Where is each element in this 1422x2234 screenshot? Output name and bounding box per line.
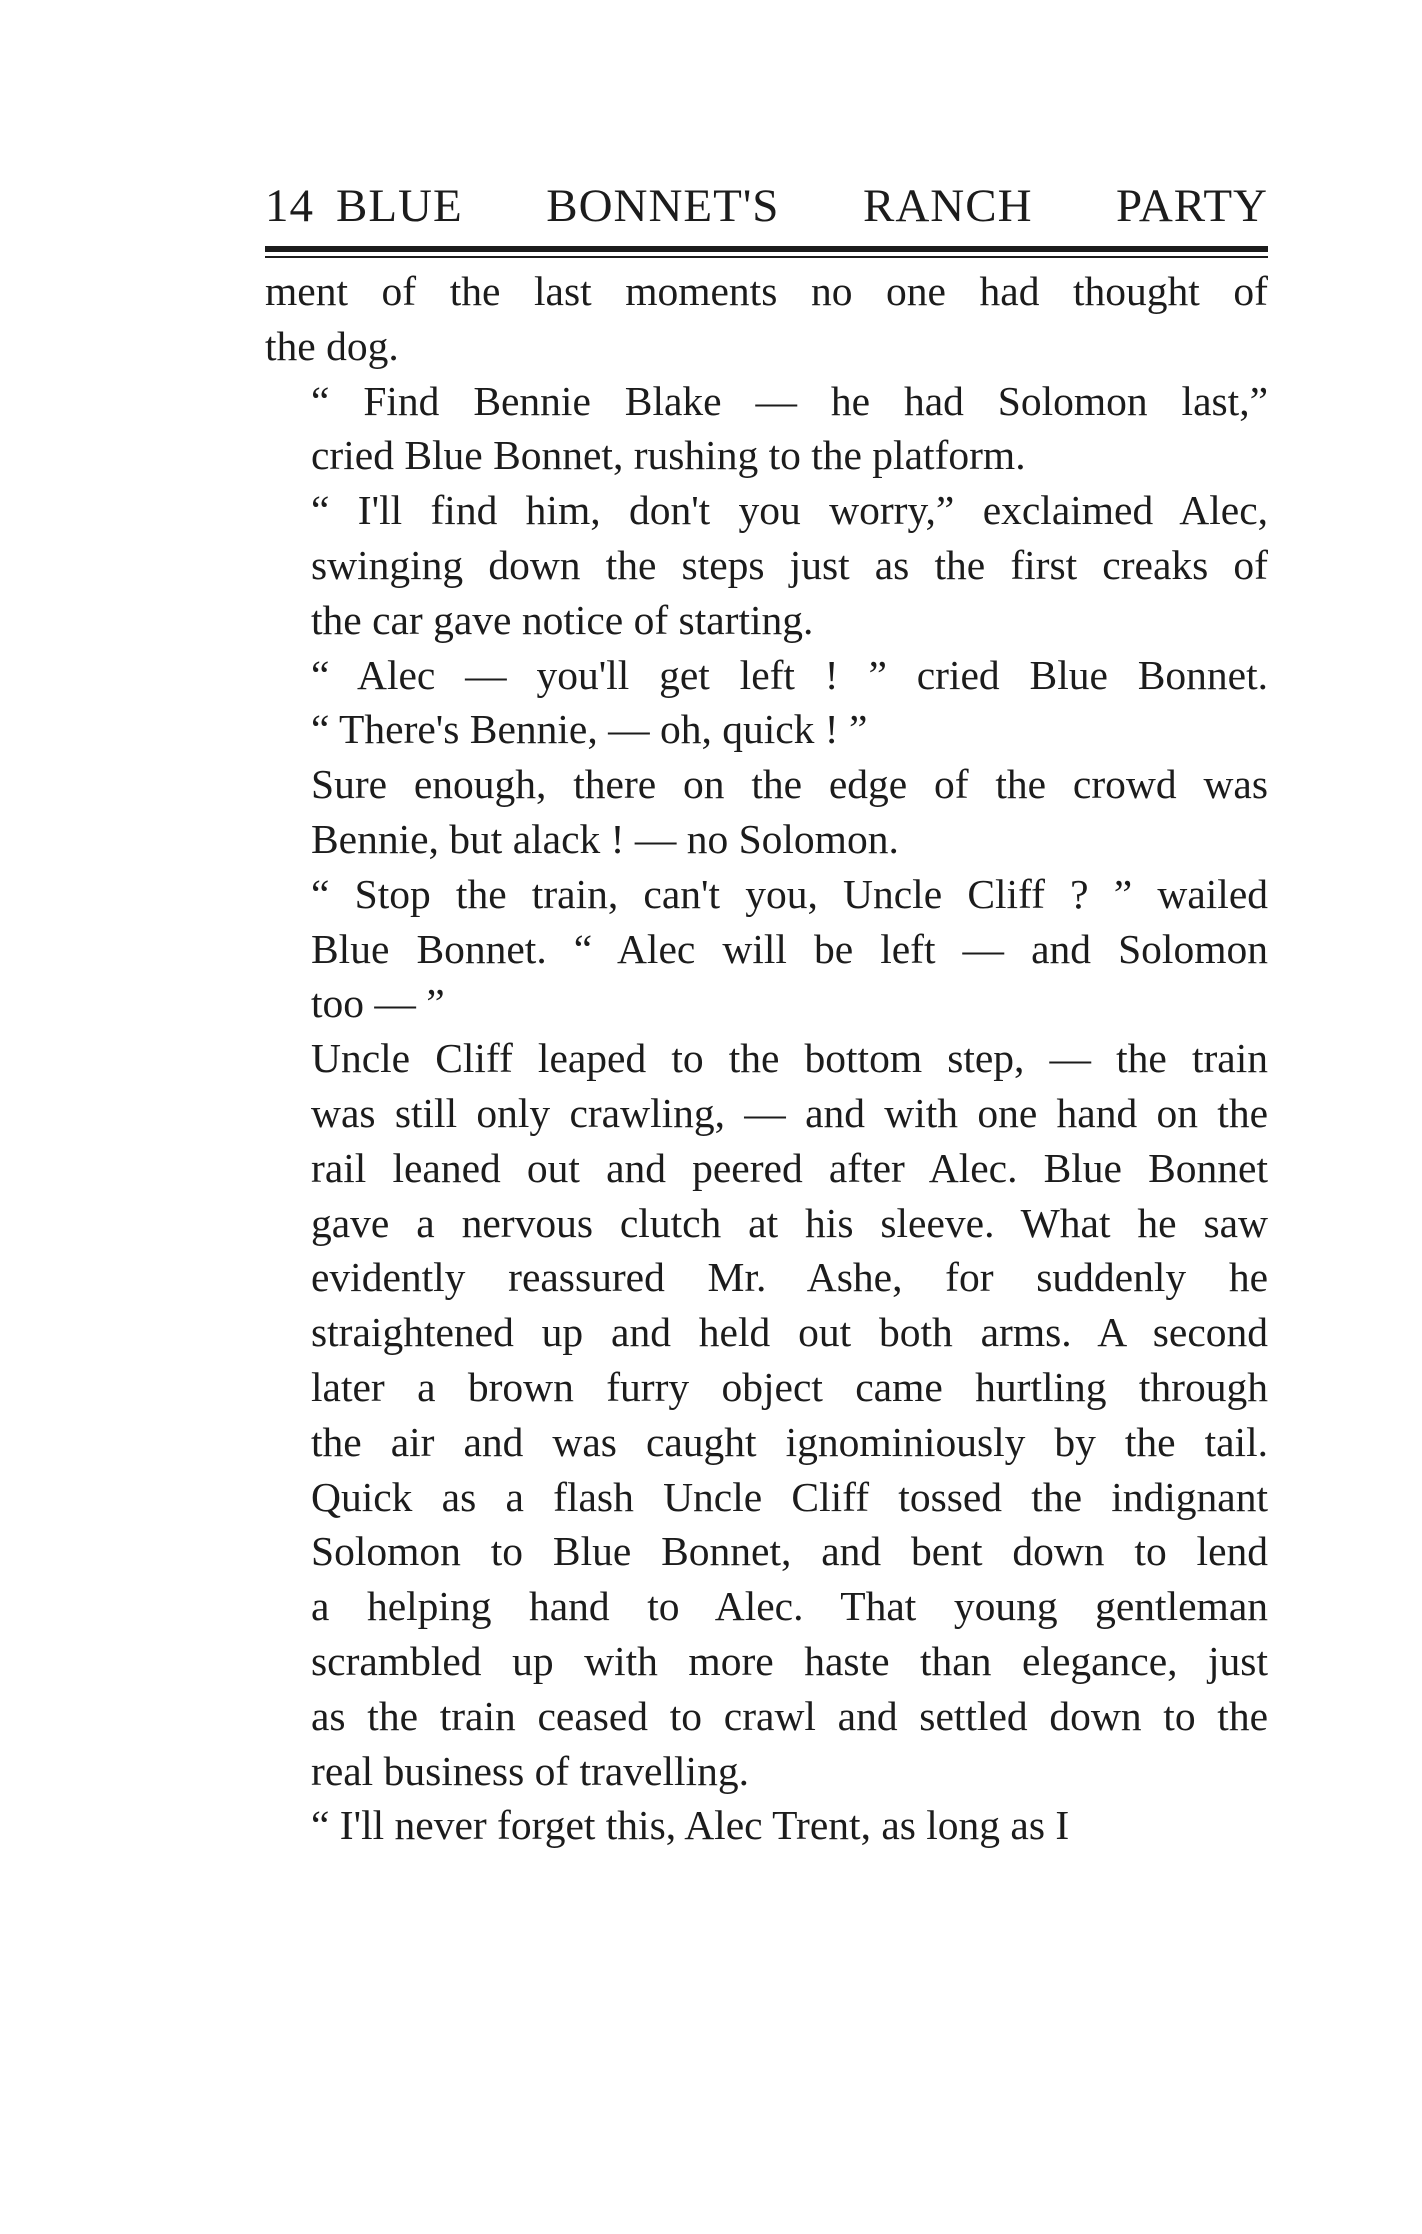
text-line: the car gave notice of starting. <box>311 596 814 643</box>
text-line: Bennie, but alack ! — no Solomon. <box>311 815 899 862</box>
paragraph <box>265 1798 1268 1853</box>
header-rule-thick <box>265 246 1268 252</box>
text-line: a helping hand to Alec. That young gentleman <box>311 1583 1268 1630</box>
text-line: rail leaned out and peered after Alec. Blue Bonnet <box>311 1144 1268 1191</box>
paragraph <box>265 483 1268 647</box>
text-line: “ Find Bennie Blake — he had Solomon last,” <box>311 377 1268 424</box>
text-line: was still only crawling, — and with one hand on the <box>311 1089 1268 1136</box>
text-line: straightened up and held out both arms. A second <box>311 1309 1268 1356</box>
paragraph <box>265 648 1268 758</box>
text-line: as the train ceased to crawl and settled down to the <box>311 1692 1268 1739</box>
text-line: Quick as a flash Uncle Cliff tossed the indignant <box>311 1473 1268 1520</box>
text-line: Solomon to Blue Bonnet, and bent down to lend <box>311 1528 1268 1575</box>
paragraph <box>265 264 1268 374</box>
text-line: real business of travelling. <box>311 1747 749 1794</box>
text-line: later a brown furry object came hurtling through <box>311 1363 1268 1410</box>
paragraph <box>265 1031 1268 1798</box>
text-line: “ Stop the train, can't you, Uncle Cliff ? ” wailed <box>311 870 1268 917</box>
text-line: the air and was caught ignominiously by the tail. <box>311 1418 1268 1465</box>
text-line: Uncle Cliff leaped to the bottom step, — the train <box>311 1035 1268 1082</box>
text-line: gave a nervous clutch at his sleeve. What he saw <box>311 1199 1268 1246</box>
text-line: “ There's Bennie, — oh, quick ! ” <box>311 706 868 753</box>
text-line: the dog. <box>265 322 399 369</box>
running-head <box>265 178 1268 234</box>
text-line: ment of the last moments no one had thought of <box>265 268 1268 314</box>
text-line: “ I'll never forget this, Alec Trent, as long as I <box>311 1802 1070 1849</box>
text-line: cried Blue Bonnet, rushing to the platform. <box>311 432 1026 479</box>
body-text <box>265 258 1268 1853</box>
running-head-title: BLUE BONNET'S RANCH PARTY <box>336 180 1268 232</box>
paragraph <box>265 867 1268 1031</box>
text-line: “ Alec — you'll get left ! ” cried Blue Bonnet. <box>311 651 1268 698</box>
text-line: too — ” <box>311 980 445 1027</box>
page-number: 14 <box>265 180 314 232</box>
text-line: “ I'll find him, don't you worry,” exclaimed Alec, <box>311 487 1268 534</box>
text-line: Blue Bonnet. “ Alec will be left — and Solomon <box>311 925 1268 972</box>
book-page <box>265 178 1268 1853</box>
text-line: scrambled up with more haste than elegance, just <box>311 1637 1268 1684</box>
text-line: evidently reassured Mr. Ashe, for suddenly he <box>311 1254 1268 1301</box>
text-line: swinging down the steps just as the first creaks of <box>311 541 1268 588</box>
paragraph <box>265 757 1268 867</box>
paragraph <box>265 374 1268 484</box>
text-line: Sure enough, there on the edge of the crowd was <box>311 761 1268 808</box>
